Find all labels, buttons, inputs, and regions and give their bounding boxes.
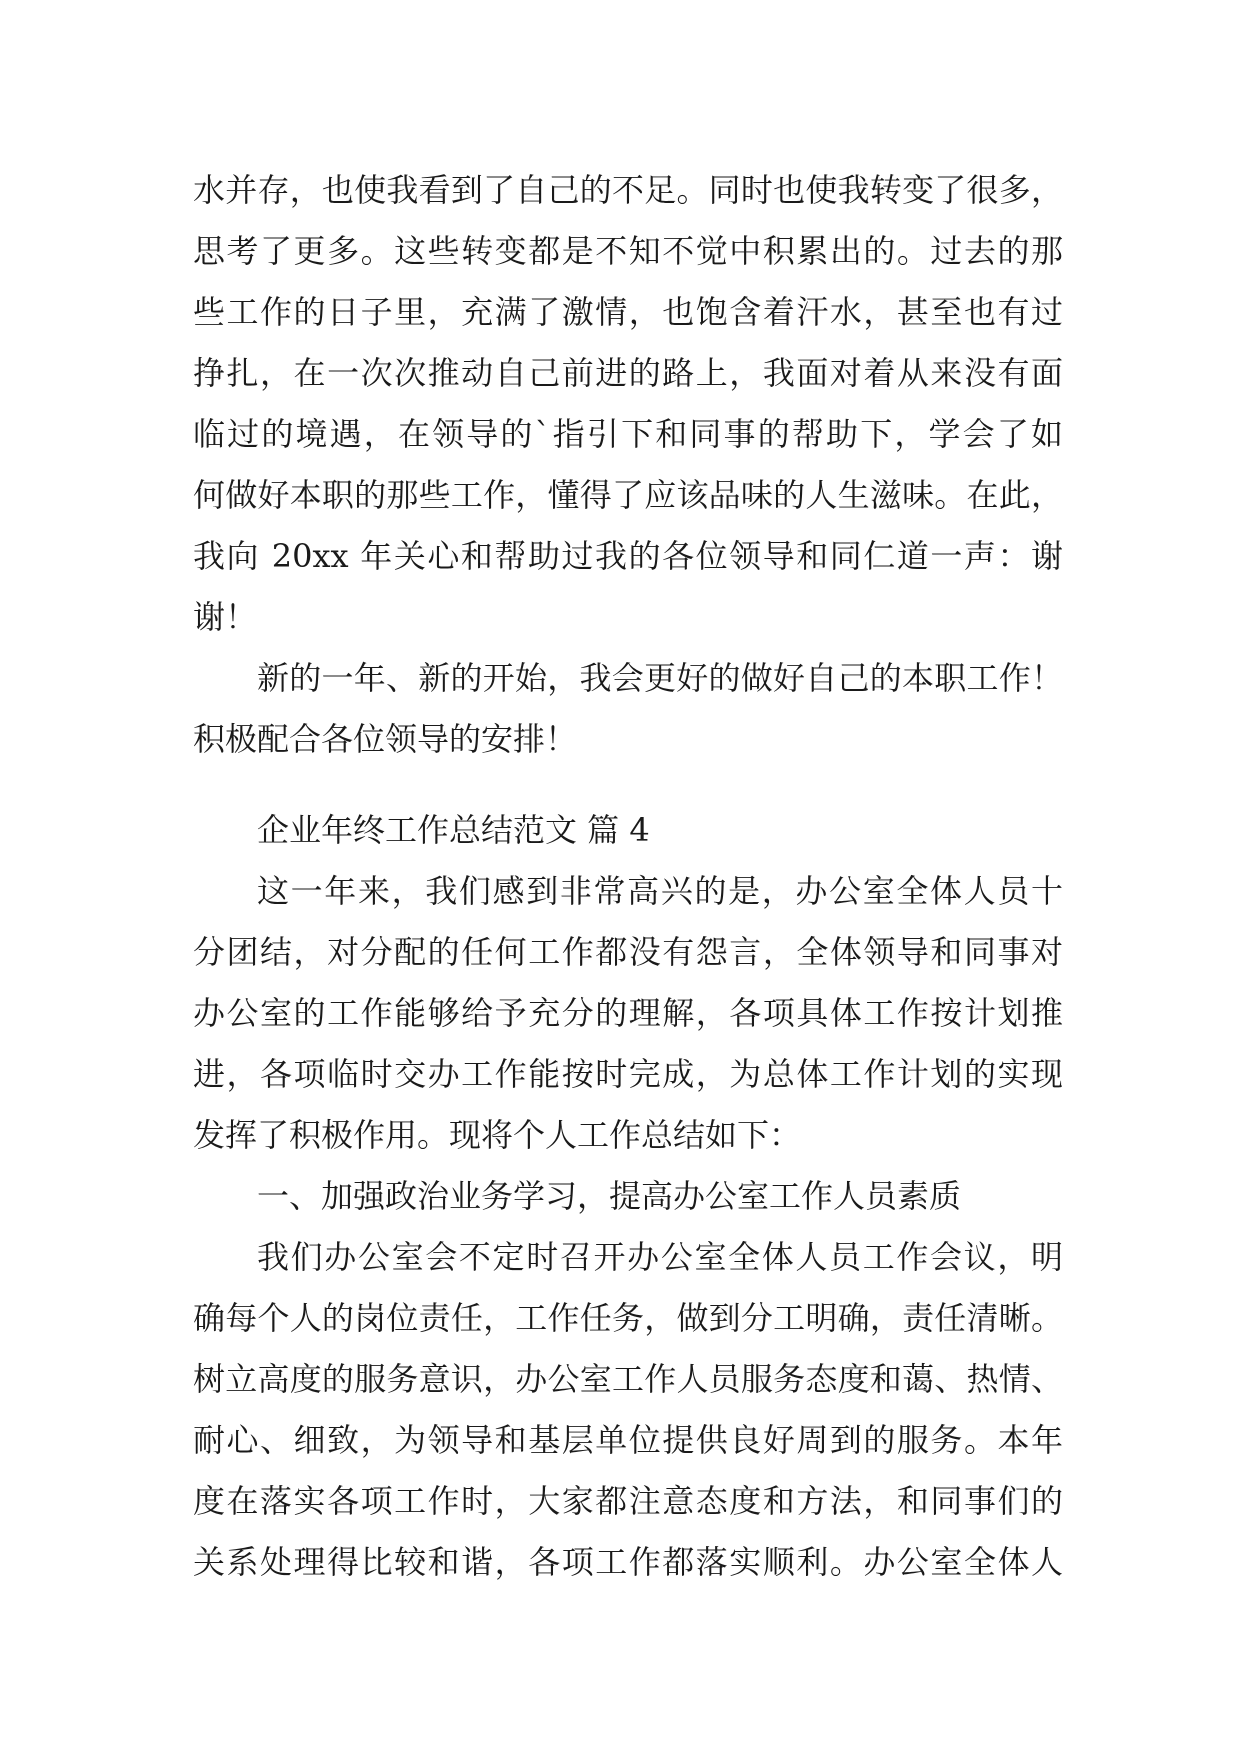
paragraph-line: 度在落实各项工作时，大家都注意态度和方法，和同事们的	[193, 1482, 1063, 1520]
paragraph-line: 谢！	[193, 598, 258, 636]
paragraph-line: 些工作的日子里，充满了激情，也饱含着汗水，甚至也有过	[193, 293, 1063, 331]
paragraph-line: 确每个人的岗位责任，工作任务，做到分工明确，责任清晰。	[193, 1299, 1063, 1337]
paragraph-line: 挣扎，在一次次推动自己前进的路上，我面对着从来没有面	[193, 354, 1063, 392]
paragraph-line: 进，各项临时交办工作能按时完成，为总体工作计划的实现	[193, 1055, 1063, 1093]
paragraph-line: 水并存，也使我看到了自己的不足。同时也使我转变了很多，	[193, 171, 1063, 209]
paragraph-line: 临过的境遇，在领导的`指引下和同事的帮助下，学会了如	[193, 415, 1063, 453]
paragraph-line: 办公室的工作能够给予充分的理解，各项具体工作按计划推	[193, 994, 1063, 1032]
paragraph-line: 耐心、细致，为领导和基层单位提供良好周到的服务。本年	[193, 1421, 1063, 1459]
paragraph-line: 我们办公室会不定时召开办公室全体人员工作会议，明	[257, 1238, 1063, 1276]
paragraph-line: 发挥了积极作用。现将个人工作总结如下：	[193, 1116, 802, 1154]
paragraph-line: 何做好本职的那些工作，懂得了应该品味的人生滋味。在此，	[193, 476, 1063, 514]
paragraph-line: 思考了更多。这些转变都是不知不觉中积累出的。过去的那	[193, 232, 1063, 270]
paragraph-line: 新的一年、新的开始，我会更好的做好自己的本职工作！	[257, 659, 1063, 697]
paragraph-line: 这一年来，我们感到非常高兴的是，办公室全体人员十	[257, 872, 1063, 910]
paragraph-line: 分团结，对分配的任何工作都没有怨言，全体领导和同事对	[193, 933, 1063, 971]
section-heading: 企业年终工作总结范文 篇 4	[257, 811, 650, 849]
paragraph-line: 我向 20xx 年关心和帮助过我的各位领导和同仁道一声：谢	[193, 537, 1063, 575]
paragraph-line: 关系处理得比较和谐，各项工作都落实顺利。办公室全体人	[193, 1543, 1063, 1581]
subsection-heading: 一、加强政治业务学习，提高办公室工作人员素质	[257, 1177, 962, 1215]
paragraph-line: 树立高度的服务意识，办公室工作人员服务态度和蔼、热情、	[193, 1360, 1063, 1398]
paragraph-line: 积极配合各位领导的安排！	[193, 720, 578, 758]
